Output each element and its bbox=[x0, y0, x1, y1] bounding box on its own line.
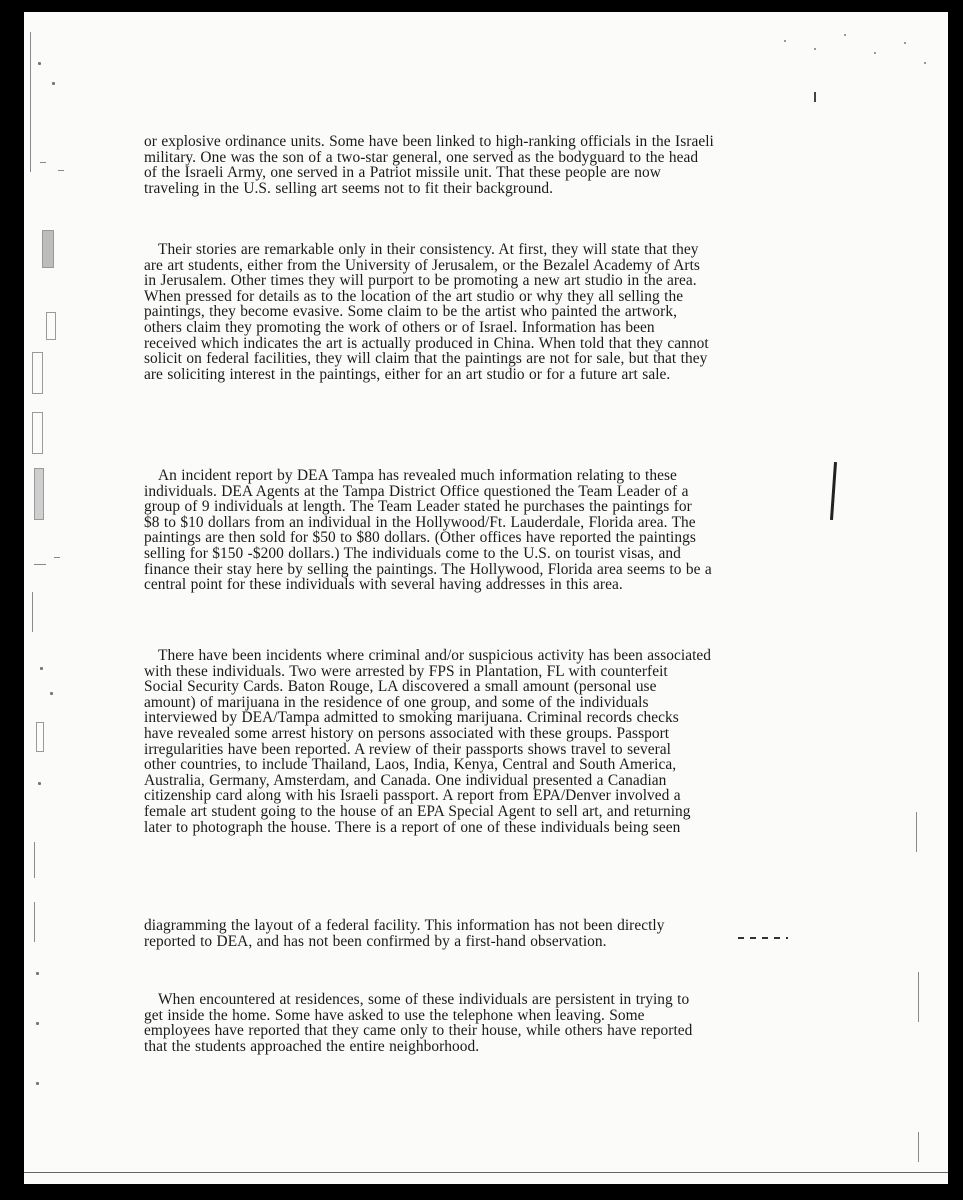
page-bottom-edge bbox=[24, 1172, 948, 1173]
paragraph-line: reported to DEA, and has not been confirmed by a first-hand observation. bbox=[144, 932, 607, 950]
margin-speck bbox=[50, 692, 53, 695]
scan-speckle bbox=[844, 34, 846, 36]
paragraph-line: in Jerusalem. Other times they will purport to be promoting a new art studio in the area. bbox=[144, 272, 697, 290]
paragraph-line: $8 to $10 dollars from an individual in the Hollywood/Ft. Lauderdale, Florida area. The bbox=[144, 513, 696, 531]
paragraph-line: Australia, Germany, Amsterdam, and Canada. One individual presented a Canadian bbox=[144, 771, 667, 789]
paragraph-line: solicit on federal facilities, they will claim that the paintings are not for sale, but that they bbox=[144, 350, 708, 368]
paragraph-line: military. One was the son of a two-star general, one served as the bodyguard to the head bbox=[144, 148, 699, 166]
paragraph-line: other countries, to include Thailand, Laos, India, Kenya, Central and South America, bbox=[144, 756, 677, 774]
margin-scan-line bbox=[918, 972, 919, 1022]
paragraph-line: When encountered at residences, some of these individuals are persistent in trying to bbox=[158, 991, 690, 1008]
margin-box-mark bbox=[42, 230, 54, 268]
paragraph-line: central point for these individuals with several having addresses in this area. bbox=[144, 576, 623, 594]
margin-scan-line bbox=[32, 592, 33, 632]
paragraph-line: employees have reported that they came only to their house, while others have reported bbox=[144, 1022, 693, 1040]
paragraph-line: individuals. DEA Agents at the Tampa District Office questioned the Team Leader of a bbox=[144, 482, 689, 500]
margin-dash bbox=[34, 564, 46, 565]
margin-dash bbox=[40, 162, 46, 163]
margin-scan-line bbox=[34, 902, 35, 942]
paragraph-line: finance their stay here by selling the paintings. The Hollywood, Florida area seems to be a bbox=[144, 560, 712, 578]
scan-speckle bbox=[814, 48, 816, 50]
paragraph-line: paintings are then sold for $50 to $80 dollars. (Other offices have reported the paintings bbox=[144, 529, 696, 547]
paragraph-line: amount) of marijuana in the residence of one group, and some of the individuals bbox=[144, 693, 649, 711]
margin-scan-line bbox=[918, 1132, 919, 1162]
paragraph-line: irregularities have been reported. A review of their passports shows travel to several bbox=[144, 740, 671, 758]
scan-speckle bbox=[924, 62, 926, 64]
paragraph-line: selling for $150 -$200 dollars.) The individuals come to the U.S. on tourist visas, and bbox=[144, 544, 681, 562]
scan-speckle bbox=[904, 42, 906, 44]
paragraph-line: An incident report by DEA Tampa has revealed much information relating to these bbox=[158, 467, 677, 484]
paragraph-line: that the students approached the entire neighborhood. bbox=[144, 1037, 480, 1055]
paragraph-line: group of 9 individuals at length. The Team Leader stated he purchases the paintings for bbox=[144, 498, 692, 516]
paragraph-line: Social Security Cards. Baton Rouge, LA discovered a small amount (personal use bbox=[144, 678, 657, 696]
margin-scan-line bbox=[30, 32, 31, 172]
margin-speck bbox=[36, 1022, 39, 1025]
margin-speck bbox=[36, 1082, 39, 1085]
margin-speck bbox=[40, 667, 43, 670]
document-page bbox=[24, 12, 948, 1184]
margin-speck bbox=[52, 82, 55, 85]
paragraph-6 bbox=[144, 992, 794, 1054]
paragraph-line: or explosive ordinance units. Some have been linked to high-ranking officials in the Israeli bbox=[144, 133, 714, 150]
paragraph-line: are art students, either from the University of Jerusalem, or the Bezalel Academy of Arts bbox=[144, 256, 700, 274]
paragraph-line: of the Israeli Army, one served in a Patriot missile unit. That these people are now bbox=[144, 164, 661, 182]
paragraph-4 bbox=[144, 648, 794, 835]
paragraph-line: traveling in the U.S. selling art seems not to fit their background. bbox=[144, 179, 553, 197]
paragraph-line: get inside the home. Some have asked to use the telephone when leaving. Some bbox=[144, 1006, 645, 1024]
margin-speck bbox=[36, 972, 39, 975]
paragraph-3 bbox=[144, 468, 794, 593]
margin-speck bbox=[38, 782, 41, 785]
paragraph-line: have revealed some arrest history on persons associated with these groups. Passport bbox=[144, 724, 670, 742]
margin-box-mark bbox=[32, 412, 43, 454]
margin-box-mark bbox=[32, 352, 43, 394]
margin-scan-line bbox=[34, 842, 35, 878]
handwritten-margin-mark bbox=[830, 462, 837, 520]
margin-box-mark bbox=[36, 722, 44, 752]
paragraph-line: paintings, they become evasive. Some claim to be the artist who painted the artwork, bbox=[144, 303, 677, 321]
paragraph-line: female art student going to the house of an EPA Special Agent to sell art, and returning bbox=[144, 802, 691, 820]
paragraph-line: later to photograph the house. There is a report of one of these individuals being seen bbox=[144, 818, 681, 836]
paragraph-line: citizenship card along with his Israeli passport. A report from EPA/Denver involved a bbox=[144, 787, 681, 805]
paragraph-1 bbox=[144, 134, 794, 196]
scan-speckle bbox=[784, 40, 786, 42]
paragraph-line: There have been incidents where criminal and/or suspicious activity has been associated bbox=[158, 647, 712, 664]
scan-speckle bbox=[874, 52, 876, 54]
paragraph-line: others claim they promoting the work of others or of Israel. Information has been bbox=[144, 318, 655, 336]
paragraph-line: When pressed for details as to the location of the art studio or why they all selling the bbox=[144, 287, 684, 305]
paragraph-2 bbox=[144, 242, 794, 382]
margin-speck bbox=[38, 62, 41, 65]
margin-box-mark bbox=[46, 312, 56, 340]
paragraph-line: Their stories are remarkable only in their consistency. At first, they will state that they bbox=[158, 241, 699, 258]
paragraph-line: interviewed by DEA/Tampa admitted to smoking marijuana. Criminal records checks bbox=[144, 709, 679, 727]
margin-box-mark bbox=[34, 468, 44, 520]
scan-tick bbox=[814, 92, 816, 102]
paragraph-line: received which indicates the art is actually produced in China. When told that they cannot bbox=[144, 334, 709, 352]
margin-dash bbox=[54, 557, 60, 558]
paragraph-line: diagramming the layout of a federal facility. This information has not been directly bbox=[144, 917, 665, 934]
paragraph-5 bbox=[144, 918, 794, 949]
margin-dash bbox=[58, 170, 64, 171]
paragraph-line: with these individuals. Two were arrested by FPS in Plantation, FL with counterfeit bbox=[144, 662, 668, 680]
margin-scan-line bbox=[916, 812, 917, 852]
paragraph-line: are soliciting interest in the paintings, either for an art studio or for a future art sale. bbox=[144, 365, 671, 383]
